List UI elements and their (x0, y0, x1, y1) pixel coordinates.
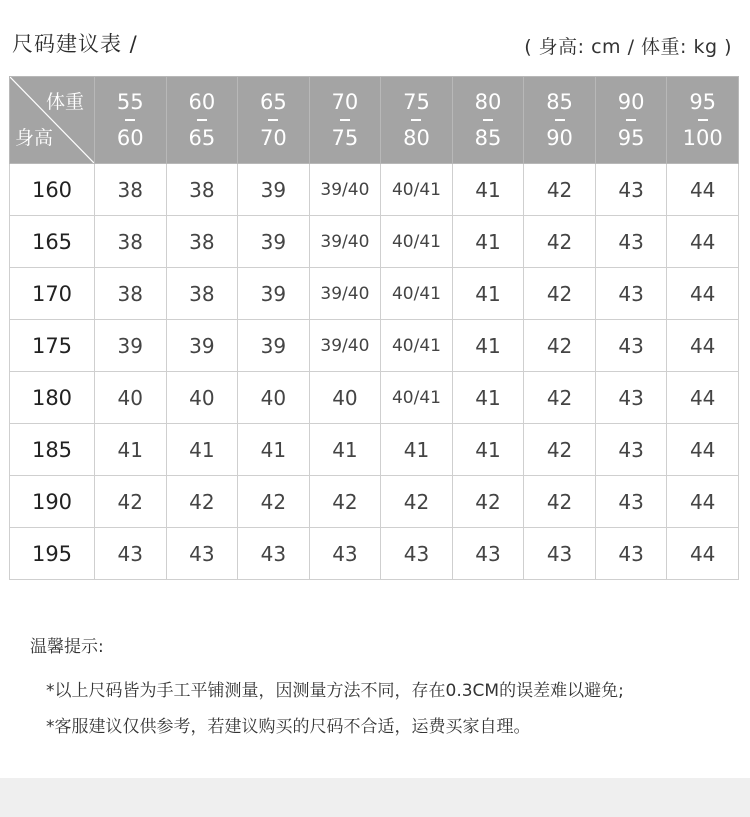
size-cell: 42 (524, 372, 596, 424)
size-cell: 42 (524, 216, 596, 268)
weight-range-max: 65 (188, 126, 216, 150)
tips-title: 温馨提示: (30, 637, 104, 657)
size-cell: 43 (452, 528, 524, 580)
size-cell: 40 (95, 372, 167, 424)
size-cell: 39 (95, 320, 167, 372)
size-cell: 38 (95, 216, 167, 268)
size-cell: 44 (667, 164, 739, 216)
size-cell: 39/40 (309, 268, 381, 320)
weight-range-min: 85 (546, 90, 573, 114)
height-cell: 185 (10, 424, 95, 476)
size-cell: 44 (667, 320, 739, 372)
weight-range-min: 90 (617, 90, 645, 114)
weight-range-min: 65 (260, 90, 287, 114)
size-cell: 42 (309, 476, 381, 528)
size-cell: 38 (166, 268, 238, 320)
size-cell: 43 (238, 528, 310, 580)
weight-range-min: 55 (116, 90, 144, 114)
size-cell: 41 (166, 424, 238, 476)
weight-range-header (95, 77, 167, 164)
table-row (10, 216, 739, 268)
range-dash (340, 119, 350, 121)
tips-section (30, 632, 624, 745)
size-cell: 39 (238, 268, 310, 320)
size-cell: 44 (667, 216, 739, 268)
size-cell: 39/40 (309, 216, 381, 268)
weight-range-min: 70 (331, 90, 359, 114)
height-cell: 180 (10, 372, 95, 424)
table-row (10, 320, 739, 372)
weight-range-header (452, 77, 524, 164)
size-cell: 43 (524, 528, 596, 580)
height-cell: 160 (10, 164, 95, 216)
size-cell: 40/41 (381, 164, 453, 216)
weight-range-header (595, 77, 667, 164)
size-cell: 40/41 (381, 320, 453, 372)
size-cell: 43 (595, 216, 667, 268)
height-cell: 195 (10, 528, 95, 580)
size-cell: 42 (166, 476, 238, 528)
size-cell: 42 (238, 476, 310, 528)
size-cell: 42 (524, 164, 596, 216)
weight-range-max: 70 (260, 126, 287, 150)
range-dash (626, 119, 636, 121)
weight-range-min: 95 (689, 90, 717, 114)
range-dash (411, 119, 421, 121)
size-cell: 41 (95, 424, 167, 476)
size-cell: 40/41 (381, 216, 453, 268)
weight-range-max: 95 (617, 126, 645, 150)
height-cell: 190 (10, 476, 95, 528)
size-cell: 39 (238, 320, 310, 372)
weight-range-max: 60 (116, 126, 144, 150)
weight-range-header (309, 77, 381, 164)
size-cell: 43 (595, 476, 667, 528)
weight-range-max: 90 (546, 126, 573, 150)
footer-band (0, 778, 750, 817)
size-cell: 39 (238, 164, 310, 216)
size-cell: 40 (309, 372, 381, 424)
range-dash (197, 119, 207, 121)
size-cell: 43 (595, 164, 667, 216)
size-cell: 44 (667, 268, 739, 320)
size-cell: 44 (667, 476, 739, 528)
height-axis-label: 身高 (15, 127, 54, 149)
size-cell: 40 (238, 372, 310, 424)
size-cell: 39 (166, 320, 238, 372)
size-cell: 43 (381, 528, 453, 580)
size-cell: 43 (309, 528, 381, 580)
size-cell: 43 (166, 528, 238, 580)
size-cell: 43 (95, 528, 167, 580)
weight-range-header (238, 77, 310, 164)
tips-line: *以上尺码皆为手工平铺测量，因测量方法不同，存在0.3CM的误差难以避免; (46, 681, 624, 701)
table-row (10, 372, 739, 424)
size-cell: 41 (452, 424, 524, 476)
units-note: ( 身高: cm / 体重: kg ) (524, 36, 732, 58)
weight-range-min: 60 (188, 90, 216, 114)
size-cell: 42 (524, 268, 596, 320)
size-chart-table (9, 76, 739, 580)
size-cell: 43 (595, 528, 667, 580)
weight-range-header (166, 77, 238, 164)
table-row (10, 268, 739, 320)
size-cell: 39 (238, 216, 310, 268)
size-cell: 40/41 (381, 372, 453, 424)
size-cell: 41 (309, 424, 381, 476)
size-cell: 38 (166, 164, 238, 216)
table-row (10, 528, 739, 580)
table-body (10, 164, 739, 580)
table-row (10, 476, 739, 528)
size-cell: 41 (452, 320, 524, 372)
height-cell: 165 (10, 216, 95, 268)
size-cell: 43 (595, 268, 667, 320)
corner-cell (10, 77, 95, 164)
range-dash (125, 119, 135, 121)
height-cell: 175 (10, 320, 95, 372)
size-cell: 39/40 (309, 164, 381, 216)
size-cell: 41 (452, 372, 524, 424)
size-cell: 43 (595, 424, 667, 476)
size-cell: 42 (524, 476, 596, 528)
weight-range-min: 80 (474, 90, 502, 114)
size-cell: 44 (667, 424, 739, 476)
table-row (10, 164, 739, 216)
size-cell: 41 (452, 216, 524, 268)
range-dash (555, 119, 565, 121)
size-cell: 38 (95, 268, 167, 320)
tips-line: *客服建议仅供参考，若建议购买的尺码不合适，运费买家自理。 (46, 717, 531, 737)
size-cell: 41 (238, 424, 310, 476)
table-row (10, 424, 739, 476)
weight-axis-label: 体重 (45, 91, 84, 113)
weight-range-header (381, 77, 453, 164)
size-cell: 42 (95, 476, 167, 528)
size-cell: 42 (381, 476, 453, 528)
weight-range-min: 75 (403, 90, 430, 114)
weight-range-header (524, 77, 596, 164)
size-cell: 40/41 (381, 268, 453, 320)
weight-range-max: 75 (331, 126, 359, 150)
weight-range-max: 80 (403, 126, 430, 150)
size-cell: 41 (452, 164, 524, 216)
table-header-row (10, 77, 739, 164)
weight-range-max: 100 (682, 126, 723, 150)
size-cell: 42 (524, 424, 596, 476)
size-cell: 43 (595, 372, 667, 424)
range-dash (698, 119, 708, 121)
range-dash (268, 119, 278, 121)
size-cell: 44 (667, 528, 739, 580)
weight-range-max: 85 (474, 126, 502, 150)
diagonal-divider (10, 77, 94, 163)
page-title: 尺码建议表 / (12, 32, 138, 56)
size-cell: 43 (595, 320, 667, 372)
size-cell: 44 (667, 372, 739, 424)
size-cell: 38 (166, 216, 238, 268)
size-cell: 39/40 (309, 320, 381, 372)
size-cell: 40 (166, 372, 238, 424)
size-cell: 41 (381, 424, 453, 476)
size-cell: 41 (452, 268, 524, 320)
height-cell: 170 (10, 268, 95, 320)
range-dash (483, 119, 493, 121)
weight-range-header (667, 77, 739, 164)
size-cell: 42 (524, 320, 596, 372)
size-cell: 38 (95, 164, 167, 216)
size-cell: 42 (452, 476, 524, 528)
